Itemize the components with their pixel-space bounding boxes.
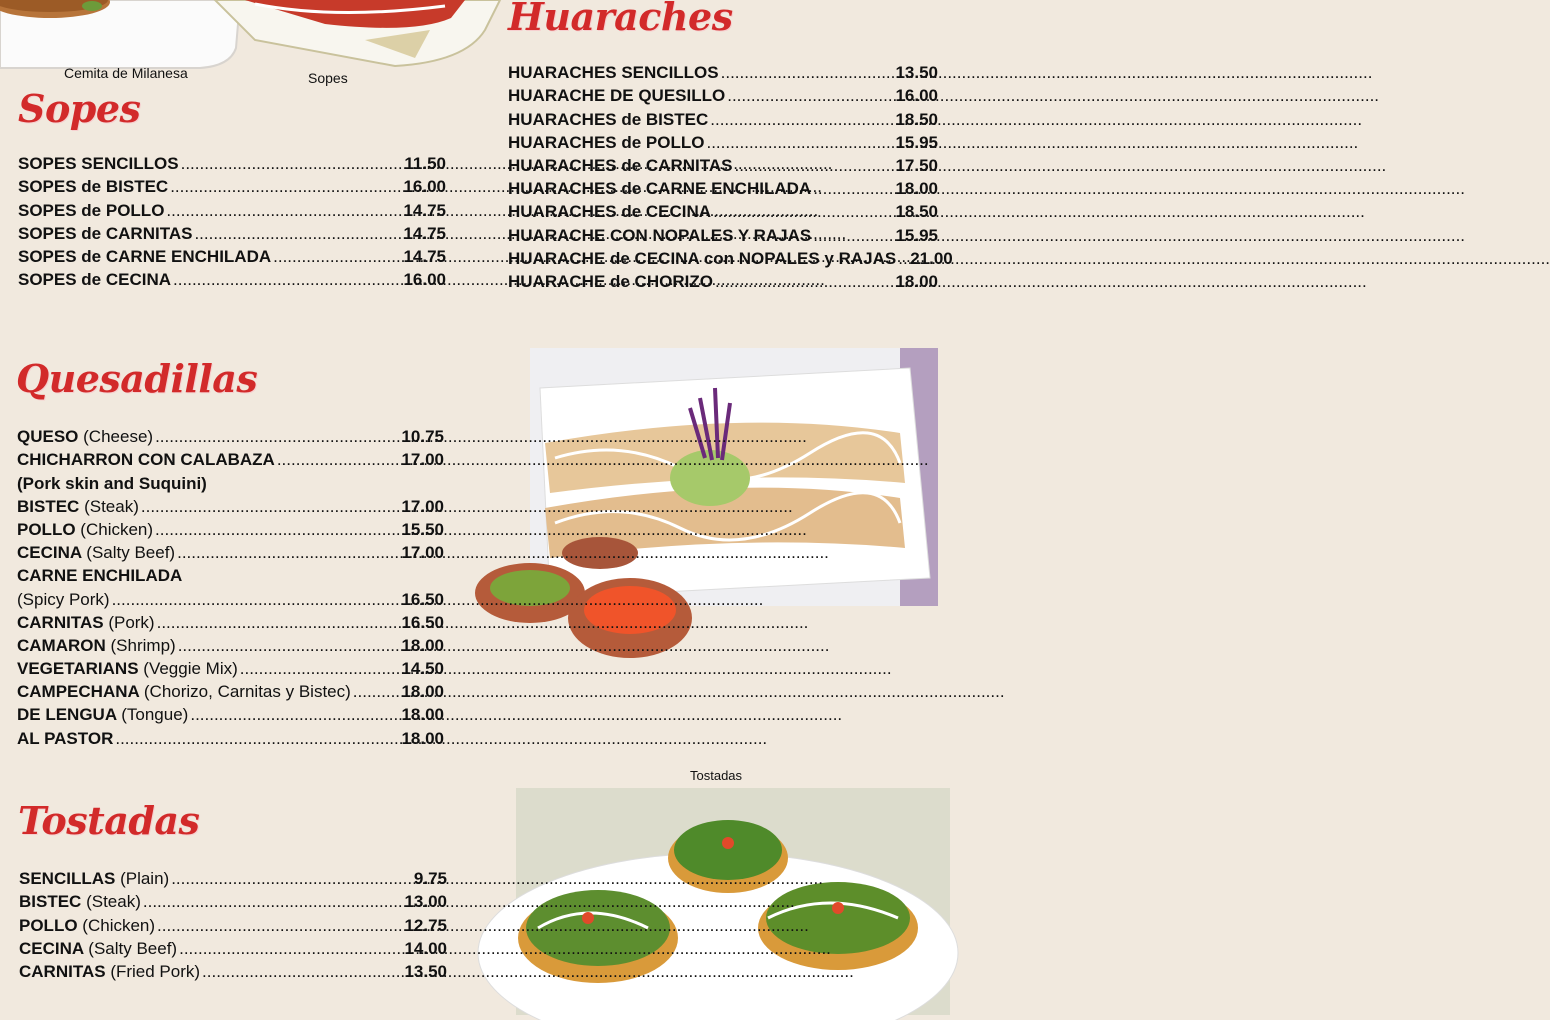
item-price: 9.75 [413, 869, 447, 889]
item-price: 17.50 [895, 155, 938, 175]
item-name: HUARACHE CON NOPALES Y RAJAS [508, 225, 812, 245]
item-name: HUARACHE de CECINA con NOPALES y RAJAS [508, 248, 897, 268]
item-name: CARNITAS [17, 612, 104, 632]
menu-item [508, 60, 938, 83]
item-price: 13.00 [404, 892, 447, 912]
menu-item [508, 176, 938, 199]
item-name: SOPES de BISTEC [18, 177, 169, 197]
item-price: 15.95 [895, 132, 938, 152]
tostadas-menu [19, 866, 447, 982]
item-name: AL PASTOR [17, 728, 114, 748]
menu-item [18, 174, 446, 197]
menu-item [18, 151, 446, 174]
item-price: 18.00 [895, 179, 938, 199]
huaraches-menu [508, 60, 953, 292]
item-name: CECINA [19, 938, 84, 958]
menu-item [17, 424, 444, 447]
item-name: POLLO [17, 519, 76, 539]
menu-item-continuation [17, 470, 444, 493]
item-price: 14.50 [401, 659, 444, 679]
item-price: 16.50 [401, 589, 444, 609]
item-name: BISTEC [17, 496, 80, 516]
cemita-photo [0, 0, 240, 62]
menu-item [18, 221, 446, 244]
item-price: 16.50 [401, 612, 444, 632]
menu-item [508, 199, 938, 222]
item-price: 14.75 [403, 223, 446, 243]
menu-item [508, 222, 938, 245]
menu-item [19, 866, 447, 889]
menu-item [17, 447, 444, 470]
menu-item [18, 267, 446, 290]
item-price: 18.00 [401, 728, 444, 748]
item-name: QUESO [17, 427, 79, 447]
menu-item [17, 702, 444, 725]
item-price: 18.00 [401, 705, 444, 725]
item-name: CECINA [17, 543, 82, 563]
item-price: 15.95 [895, 225, 938, 245]
item-price: 16.00 [895, 86, 938, 106]
item-description: (Spicy Pork) [17, 589, 110, 609]
item-name: CARNITAS [19, 961, 106, 981]
item-price: 13.50 [895, 63, 938, 83]
item-price: 17.00 [401, 543, 444, 563]
item-name: SOPES de CECINA [18, 270, 172, 290]
menu-item [19, 889, 447, 912]
menu-item [508, 130, 938, 153]
item-name: HUARACHES de POLLO [508, 132, 705, 152]
item-name: DE LENGUA [17, 705, 117, 725]
item-name: HUARACHES de CARNITAS [508, 155, 733, 175]
item-name: HUARACHES de BISTEC [508, 109, 709, 129]
menu-item-continuation [17, 586, 444, 609]
menu-item [17, 610, 444, 633]
item-name: BISTEC [19, 892, 82, 912]
item-name: HUARACHES SENCILLOS [508, 63, 719, 83]
sopes-heading: Sopes [18, 86, 141, 131]
item-description: (Veggie Mix) [143, 659, 238, 679]
item-price: 11.50 [404, 154, 446, 174]
menu-item [17, 633, 444, 656]
item-name: SOPES de CARNITAS [18, 223, 193, 243]
item-price: 17.00 [401, 450, 444, 470]
menu-item [19, 912, 447, 935]
item-price: 13.50 [404, 961, 447, 981]
menu-item [17, 540, 444, 563]
item-description: (Chorizo, Carnitas y Bistec) [143, 682, 351, 702]
item-name: SOPES de POLLO [18, 200, 165, 220]
sopes-menu [18, 151, 446, 290]
item-name: SOPES de CARNE ENCHILADA [18, 246, 272, 266]
item-name: CHICHARRON CON CALABAZA [17, 450, 275, 470]
item-price: 15.50 [401, 519, 444, 539]
item-description: (Tongue) [121, 705, 189, 725]
item-name: CAMARON [17, 635, 106, 655]
item-name: SOPES SENCILLOS [18, 154, 179, 174]
menu-item [508, 153, 938, 176]
quesadillas-menu [17, 424, 444, 749]
cemita-caption: Cemita de Milanesa [64, 65, 188, 81]
tostadas-heading: Tostadas [18, 798, 200, 843]
item-description: (Salty Beef) [86, 543, 176, 563]
item-description: (Chicken) [80, 519, 154, 539]
item-price: 17.00 [401, 496, 444, 516]
item-price: 21.00 [910, 248, 953, 268]
item-description: (Steak) [84, 496, 139, 516]
item-name: HUARACHE DE QUESILLO [508, 86, 726, 106]
item-name: (Pork skin and Suquini) [17, 473, 207, 493]
item-name: POLLO [19, 915, 78, 935]
item-price: 14.75 [403, 246, 446, 266]
item-description: (Chicken) [82, 915, 156, 935]
menu-item [17, 725, 444, 748]
menu-item [18, 244, 446, 267]
menu-item [508, 246, 953, 269]
item-description: (Fried Pork) [110, 961, 201, 981]
item-name: SENCILLAS [19, 869, 116, 889]
item-description: (Plain) [120, 869, 170, 889]
menu-item [19, 936, 447, 959]
item-name: CAMPECHANA [17, 682, 140, 702]
menu-item [19, 959, 447, 982]
item-price: 18.00 [895, 271, 938, 291]
menu-item [17, 517, 444, 540]
item-name: HUARACHES de CARNE ENCHILADA [508, 179, 812, 199]
item-description: (Salty Beef) [88, 938, 178, 958]
item-name: HUARACHES de CECINA [508, 202, 712, 222]
item-price: 14.00 [404, 938, 447, 958]
item-description: (Shrimp) [110, 635, 176, 655]
item-price: 16.00 [403, 177, 446, 197]
menu-item [17, 563, 444, 586]
item-name: CARNE ENCHILADA [17, 566, 183, 586]
item-price: 18.50 [895, 202, 938, 222]
tostadas-caption: Tostadas [690, 768, 743, 783]
menu-item [508, 269, 938, 292]
menu-item [18, 197, 446, 220]
menu-item [508, 106, 938, 129]
sopes-photo [215, 0, 500, 68]
item-description: (Steak) [86, 892, 141, 912]
item-price: 10.75 [401, 427, 444, 447]
item-price: 12.75 [404, 915, 447, 935]
menu-item [508, 83, 938, 106]
item-description: (Cheese) [83, 427, 154, 447]
sopes-caption: Sopes [308, 70, 348, 86]
item-description: (Pork) [108, 612, 155, 632]
menu-item [17, 679, 444, 702]
item-price: 18.00 [401, 635, 444, 655]
item-price: 16.00 [403, 270, 446, 290]
quesadillas-heading: Quesadillas [16, 356, 258, 401]
item-price: 14.75 [403, 200, 446, 220]
menu-item [17, 494, 444, 517]
item-name: VEGETARIANS [17, 659, 139, 679]
item-price: 18.00 [401, 682, 444, 702]
menu-item [17, 656, 444, 679]
huaraches-heading: Huaraches [508, 0, 733, 39]
item-price: 18.50 [895, 109, 938, 129]
item-name: HUARACHE de CHORIZO [508, 271, 713, 291]
